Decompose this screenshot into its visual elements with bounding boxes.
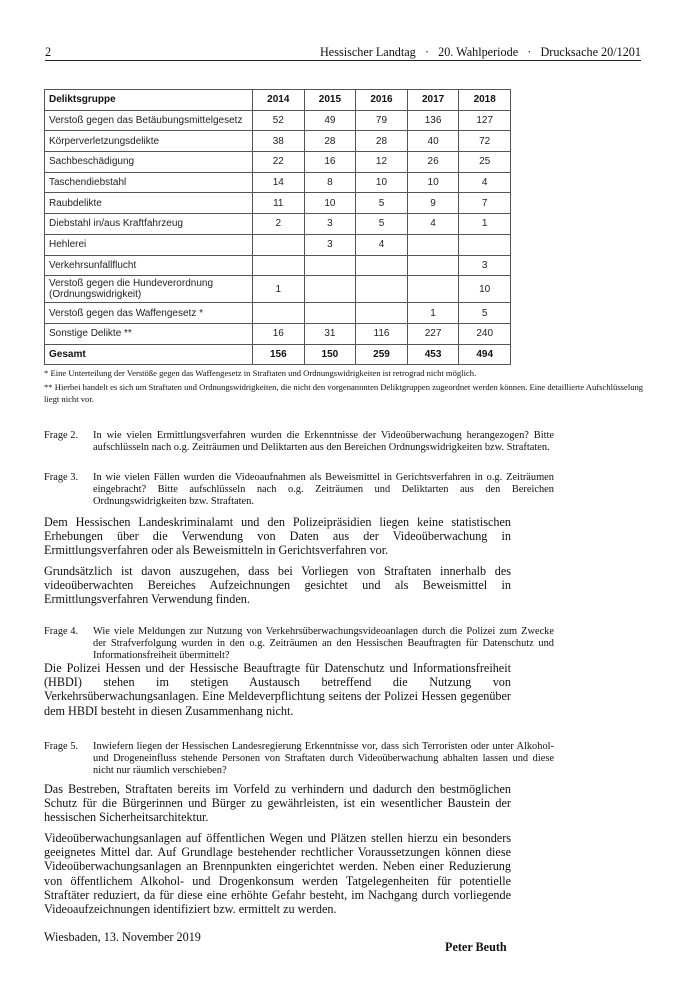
question-text: Wie viele Meldungen zur Nutzung von Verkehrsüberwachungsvideoanlagen durch die Polizei zum Zwecke der Strafverfolgung wurden in den o.g. Zeiträumen an den Hessischen Beauftragten für Datenschutz und Informationsfreiheit übermittelt?: [93, 626, 554, 661]
count-cell: 4: [407, 214, 459, 235]
count-cell: 4: [459, 172, 511, 193]
page-header: [45, 44, 641, 60]
count-cell: [407, 234, 459, 255]
offense-category-cell: Verstoß gegen die Hundeverordnung (Ordnungswidrigkeit): [45, 276, 253, 303]
answer-4: Die Polizei Hessen und der Hessische Beauftragte für Datenschutz und Informationsfreiheit (HBDI) stehen im stetigen Austausch betreffend die Nutzung von Verkehrsüberwachungsanlagen. Eine Meldeverpflichtung seitens der Polizei Hessen gegenüber dem HBDI besteht in diesen Zusammenhang nicht.: [44, 661, 511, 718]
count-cell: 28: [304, 131, 356, 152]
answer-2-3-paragraph-2: Grundsätzlich ist davon auszugehen, dass bei Vorliegen von Straftaten innerhalb des videoüberwachten Bereiches Aufzeichnungen gesichtet und als Beweismittel in Ermittlungsverfahren Verwendung finden.: [44, 564, 511, 607]
count-cell: 7: [459, 193, 511, 214]
offense-category-cell: Sachbeschädigung: [45, 152, 253, 173]
count-cell: 116: [356, 323, 408, 344]
offense-category-cell: Körperverletzungsdelikte: [45, 131, 253, 152]
table-row: [45, 131, 511, 152]
offense-category-cell: Raubdelikte: [45, 193, 253, 214]
offense-category-cell: Hehlerei: [45, 234, 253, 255]
table-row: [45, 255, 511, 276]
table-footnotes: [44, 367, 644, 407]
column-header: 2016: [356, 90, 408, 111]
count-cell: 72: [459, 131, 511, 152]
count-cell: 52: [253, 110, 305, 131]
count-cell: [356, 255, 408, 276]
count-cell: 22: [253, 152, 305, 173]
table-row: [45, 172, 511, 193]
count-cell: 12: [356, 152, 408, 173]
table-row: [45, 234, 511, 255]
count-cell: 240: [459, 323, 511, 344]
count-cell: 5: [356, 214, 408, 235]
column-header: 2018: [459, 90, 511, 111]
header-rule: [45, 60, 641, 61]
question-label: Frage 3.: [44, 472, 79, 483]
count-cell: [253, 303, 305, 324]
count-cell: 25: [459, 152, 511, 173]
answer-5-paragraph-1: Das Bestreben, Straftaten bereits im Vorfeld zu verhindern und dadurch den bestmöglichen Schutz für die Bürgerinnen und Bürger zu gewährleisten, ist ein wesentlicher Baustein der hessischen Sicherheitsarchitektur.: [44, 782, 511, 825]
count-cell: 38: [253, 131, 305, 152]
count-cell: [253, 234, 305, 255]
footnote-other: ** Hierbei handelt es sich um Straftaten und Ordnungswidrigkeiten, die nicht den vorgenannnten Deliktgruppen zugeordnet werden können. Eine detaillierte Aufschlüsselung liegt nicht vor.: [44, 382, 644, 404]
count-cell: [304, 276, 356, 303]
table-row: [45, 276, 511, 303]
answer-5-paragraph-2: Videoüberwachungsanlagen auf öffentlichen Wegen und Plätzen stellen hierzu ein besonders geeignetes Mittel dar. Auf Grundlage bestehender rechtlicher Voraussetzungen können diese Videoüberwachungsanlagen an Brennpunkten eingerichtet werden. Neben einer Reduzierung von öffentlichem Alkohol- und Drogenkonsum werden Tatgelegenheiten für potentielle Straftäter reduziert, da für diese eine erhöhte Gefahr besteht, im Nachgang durch vorliegende Videoaufzeichnungen identifiziert bzw. ermittelt zu werden.: [44, 831, 511, 917]
column-header: 2014: [253, 90, 305, 111]
count-cell: 10: [304, 193, 356, 214]
column-header: 2017: [407, 90, 459, 111]
count-cell: 5: [459, 303, 511, 324]
count-cell: 453: [407, 344, 459, 365]
offense-category-cell: Gesamt: [45, 344, 253, 365]
count-cell: 49: [304, 110, 356, 131]
answer-2-3-paragraph-1: Dem Hessischen Landeskriminalamt und den Polizeipräsidien liegen keine statistischen Erhebungen über die Verwendung von Daten aus der Videoüberwachung in Ermittlungsverfahren oder als Beweismitteln in Gerichtsverfahren vor.: [44, 515, 511, 558]
count-cell: [356, 303, 408, 324]
count-cell: [407, 255, 459, 276]
count-cell: 494: [459, 344, 511, 365]
table-row: [45, 323, 511, 344]
count-cell: 28: [356, 131, 408, 152]
table-row: [45, 303, 511, 324]
count-cell: [407, 276, 459, 303]
count-cell: 9: [407, 193, 459, 214]
count-cell: 10: [407, 172, 459, 193]
document-title: Hessischer Landtag · 20. Wahlperiode · Drucksache 20/1201: [320, 45, 641, 59]
count-cell: 2: [253, 214, 305, 235]
offense-category-cell: Verstoß gegen das Waffengesetz *: [45, 303, 253, 324]
count-cell: 1: [459, 214, 511, 235]
count-cell: 79: [356, 110, 408, 131]
count-cell: 4: [356, 234, 408, 255]
count-cell: 136: [407, 110, 459, 131]
question-text: In wie vielen Ermittlungsverfahren wurden die Erkenntnisse der Videoüberwachung herangezogen? Bitte aufschlüsseln nach o.g. Zeiträumen und Deliktarten aus den Bereichen Ordnungswidrigkeiten bzw. Straftaten.: [93, 430, 554, 453]
count-cell: 10: [356, 172, 408, 193]
count-cell: 227: [407, 323, 459, 344]
offense-category-cell: Sonstige Delikte **: [45, 323, 253, 344]
place-date: Wiesbaden, 13. November 2019: [44, 930, 201, 944]
count-cell: 8: [304, 172, 356, 193]
count-cell: 127: [459, 110, 511, 131]
footnote-weapons: * Eine Unterteilung der Verstöße gegen das Waffengesetz in Straftaten und Ordnungswidrigkeiten ist retrograd nicht möglich.: [44, 368, 477, 378]
table-row: [45, 214, 511, 235]
count-cell: [459, 234, 511, 255]
count-cell: 1: [407, 303, 459, 324]
count-cell: 10: [459, 276, 511, 303]
offense-category-cell: Diebstahl in/aus Kraftfahrzeug: [45, 214, 253, 235]
count-cell: 150: [304, 344, 356, 365]
count-cell: 5: [356, 193, 408, 214]
count-cell: 3: [304, 234, 356, 255]
offense-category-cell: Verkehrsunfallflucht: [45, 255, 253, 276]
count-cell: 14: [253, 172, 305, 193]
count-cell: 259: [356, 344, 408, 365]
table-total-row: [45, 344, 511, 365]
offense-statistics-table: [44, 89, 511, 365]
table-row: [45, 110, 511, 131]
signature: Peter Beuth: [445, 940, 507, 954]
table-header-row: [45, 90, 511, 111]
count-cell: 1: [253, 276, 305, 303]
offense-category-cell: Taschendiebstahl: [45, 172, 253, 193]
question-text: Inwiefern liegen der Hessischen Landesregierung Erkenntnisse vor, dass sich Terroristen oder unter Alkohol- und Drogeneinfluss stehende Personen von Straftaten durch Videoüberwachung abhalten lassen und diese nicht nur räumlich verschieben?: [93, 741, 554, 776]
count-cell: [304, 255, 356, 276]
table-row: [45, 193, 511, 214]
count-cell: 40: [407, 131, 459, 152]
question-label: Frage 4.: [44, 626, 79, 637]
question-text: In wie vielen Fällen wurden die Videoaufnahmen als Beweismittel in Gerichtsverfahren in o.g. Zeiträumen eingebracht? Bitte aufschlüsseln nach o.g. Zeiträumen und Deliktarten aus den Bereichen Ordnungswidrigkeiten bzw. Straftaten.: [93, 472, 554, 507]
table-row: [45, 152, 511, 173]
column-header: Deliktsgruppe: [45, 90, 253, 111]
count-cell: 31: [304, 323, 356, 344]
count-cell: 26: [407, 152, 459, 173]
question-label: Frage 2.: [44, 430, 79, 441]
count-cell: 16: [304, 152, 356, 173]
count-cell: 16: [253, 323, 305, 344]
column-header: 2015: [304, 90, 356, 111]
page-number: 2: [45, 45, 52, 59]
count-cell: [253, 255, 305, 276]
question-label: Frage 5.: [44, 741, 79, 752]
offense-category-cell: Verstoß gegen das Betäubungsmittelgesetz: [45, 110, 253, 131]
count-cell: 3: [459, 255, 511, 276]
count-cell: 3: [304, 214, 356, 235]
count-cell: 156: [253, 344, 305, 365]
count-cell: [304, 303, 356, 324]
count-cell: 11: [253, 193, 305, 214]
count-cell: [356, 276, 408, 303]
